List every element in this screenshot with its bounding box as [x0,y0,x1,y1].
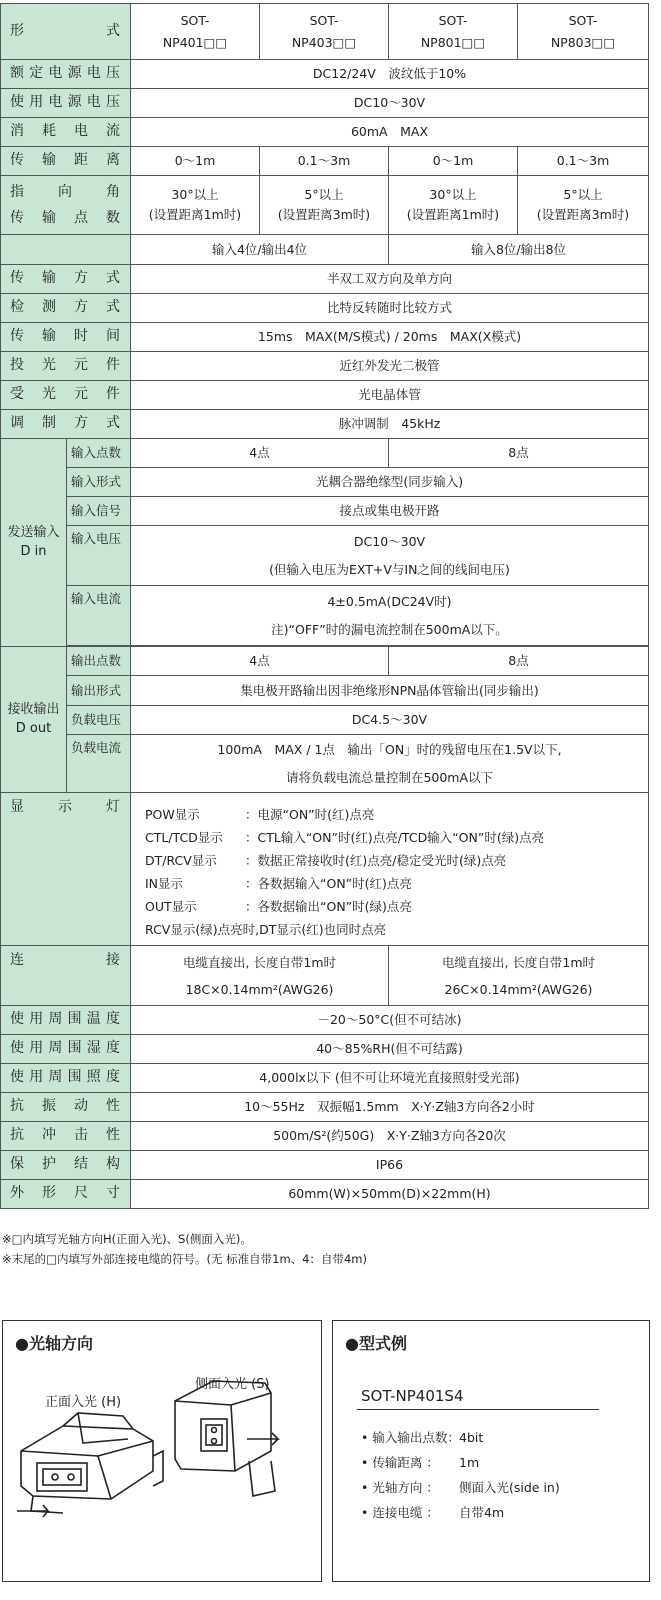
din-points-label: 输入点数 [67,439,131,468]
list-item: • 连接电缆 ： 自带4m [361,1505,505,1520]
connect-label: 连 接 [1,946,131,1006]
example-divider [357,1409,599,1410]
connect-left: 电缆直接出, 长度自带1m时 18C×0.14mm²(AWG26) [131,946,389,1006]
display-label: 显 示 灯 [1,793,131,946]
points-value-4: 输入4位/输出4位 [131,235,389,265]
model-np401: SOT- NP401□□ [131,4,260,60]
vibration-value: 10～55Hz 双振幅1.5mm X·Y·Z轴3方向各2小时 [131,1093,649,1122]
points-label [1,235,131,265]
receiver-label: 受 光 元 件 [1,381,131,410]
protect-value: IP66 [131,1151,649,1180]
din-signal-label: 输入信号 [67,497,131,526]
modulation-value: 脉冲调制 45kHz [131,410,649,439]
din-current-label: 输入电流 [67,586,131,646]
model-example-panel [332,1320,650,1582]
dout-points-value: 8点 [389,647,649,676]
modulation-label: 调 制 方 式 [1,410,131,439]
size-label: 外 形 尺 寸 [1,1180,131,1209]
time-label: 传 输 时 间 [1,323,131,352]
model-np403: SOT- NP403□□ [260,4,389,60]
side-label: 侧面入光 (S) [195,1377,270,1392]
humid-value: 40～85%RH(但不可结露) [131,1035,649,1064]
angle-value: 30°以上 (设置距离1m时) [131,176,260,235]
angle-value: 5°以上 (设置距离3m时) [260,176,389,235]
detect-value: 比特反转随时比较方式 [131,294,649,323]
size-value: 60mm(W)×50mm(D)×22mm(H) [131,1180,649,1209]
current-value: 60mA MAX [131,118,649,147]
dout-points-value: 4点 [131,647,389,676]
method-label: 传 输 方 式 [1,265,131,294]
time-value: 15ms MAX(M/S模式) / 20ms MAX(X模式) [131,323,649,352]
dout-current-value: 100mA MAX / 1点 输出「ON」时的残留电压在1.5V以下, 请将负载电流总量控制在500mA以下 [131,735,649,793]
angle-label-1: 指 向 角 [10,184,121,200]
dout-group-label: 接收输出 D out [1,647,67,793]
list-item: • 输入输出点数：4bit [361,1430,484,1445]
header-label: 形 式 [1,4,131,60]
light-label: 使用周围照度 [1,1064,131,1093]
footnote: ※□内填写光轴方向H(正面入光)、S(侧面入光)。 [2,1232,252,1246]
example-list [361,1425,560,1525]
optical-axis-panel [2,1320,322,1582]
use-voltage-value: DC10～30V [131,89,649,118]
connect-right: 电缆直接出, 长度自带1m时 26C×0.14mm²(AWG26) [389,946,649,1006]
header-row [1,4,649,60]
din-voltage-value: DC10～30V (但输入电压为EXT+V与IN之间的线间电压) [131,526,649,586]
din-current-value: 4±0.5mA(DC24V时) 注)“OFF”时的漏电流控制在500mA以下。 [131,586,649,646]
footnote: ※末尾的□内填写外部连接电缆的符号。(无 标准自带1m、4：自带4m) [2,1252,367,1266]
example-model: SOT-NP401S4 [361,1387,464,1405]
humid-label: 使用周围湿度 [1,1035,131,1064]
din-group-label: 发送输入 D in [1,439,67,647]
shock-value: 500m/S²(约50G) X·Y·Z轴3方向各20次 [131,1122,649,1151]
axis-panel-title: ●光轴方向 [15,1334,93,1353]
din-points-value: 8点 [389,439,649,468]
rated-voltage-label: 额定电源电压 [1,60,131,89]
emitter-label: 投 光 元 件 [1,352,131,381]
din-points-value: 4点 [131,439,389,468]
dout-voltage-label: 负载电压 [67,706,131,735]
footnotes [2,1229,367,1269]
distance-value: 0～1m [131,147,260,176]
model-np801: SOT- NP801□□ [389,4,518,60]
distance-value: 0.1～3m [260,147,389,176]
din-signal-value: 接点或集电极开路 [131,497,649,526]
detect-label: 检 测 方 式 [1,294,131,323]
list-item: • 光轴方向 ： 侧面入光(side in) [361,1480,560,1495]
spec-table [0,3,649,1209]
distance-value: 0～1m [389,147,518,176]
angle-label [1,176,131,235]
dout-current-label: 负载电流 [67,735,131,793]
protect-label: 保 护 结 构 [1,1151,131,1180]
din-voltage-label: 输入电压 [67,526,131,586]
model-np803: SOT- NP803□□ [518,4,649,60]
temp-label: 使用周围温度 [1,1006,131,1035]
shock-label: 抗 冲 击 性 [1,1122,131,1151]
din-form-value: 光耦合器绝缘型(同步输入) [131,468,649,497]
current-label: 消 耗 电 流 [1,118,131,147]
distance-value: 0.1～3m [518,147,649,176]
dout-form-label: 输出形式 [67,676,131,706]
list-item: • 传输距离 ： 1m [361,1455,480,1470]
vibration-label: 抗 振 动 性 [1,1093,131,1122]
example-panel-title: ●型式例 [345,1334,407,1353]
method-value: 半双工双方向及单方向 [131,265,649,294]
dout-voltage-value: DC4.5～30V [131,706,649,735]
dout-points-label: 输出点数 [67,647,131,676]
display-value: POW显示 ：电源“ON”时(红)点亮 CTL/TCD显示 ：CTL输入“ON”时(红)点亮/TCD输入“ON”时(绿)点亮 DT/RCV显示 ：数据正常接收时(红)点亮/稳定受光时(绿)点亮 IN显示 ：各数据输入“ON”时(红)点亮 OUT显示 ：各数据输出“ON”时(绿)点亮 RCV显示(绿)点亮时,DT显示(红)也同时点亮 [131,793,649,946]
light-value: 4,000lx以下 (但不可让环境光直接照射受光部) [131,1064,649,1093]
dout-form-value: 集电极开路输出因非绝缘形NPN晶体管输出(同步输出) [131,676,649,706]
rated-voltage-value: DC12/24V 波纹低于10% [131,60,649,89]
receiver-value: 光电晶体管 [131,381,649,410]
angle-value: 5°以上 (设置距离3m时) [518,176,649,235]
front-label: 正面入光 (H) [45,1395,122,1410]
use-voltage-label: 使用电源电压 [1,89,131,118]
din-form-label: 输入形式 [67,468,131,497]
sensor-figure [3,1321,321,1581]
angle-value: 30°以上 (设置距离1m时) [389,176,518,235]
angle-label-2: 传 输 点 数 [10,210,121,226]
emitter-value: 近红外发光二极管 [131,352,649,381]
points-value-8: 输入8位/输出8位 [389,235,649,265]
temp-value: －20～50°C(但不可结冰) [131,1006,649,1035]
distance-label: 传 输 距 离 [1,147,131,176]
